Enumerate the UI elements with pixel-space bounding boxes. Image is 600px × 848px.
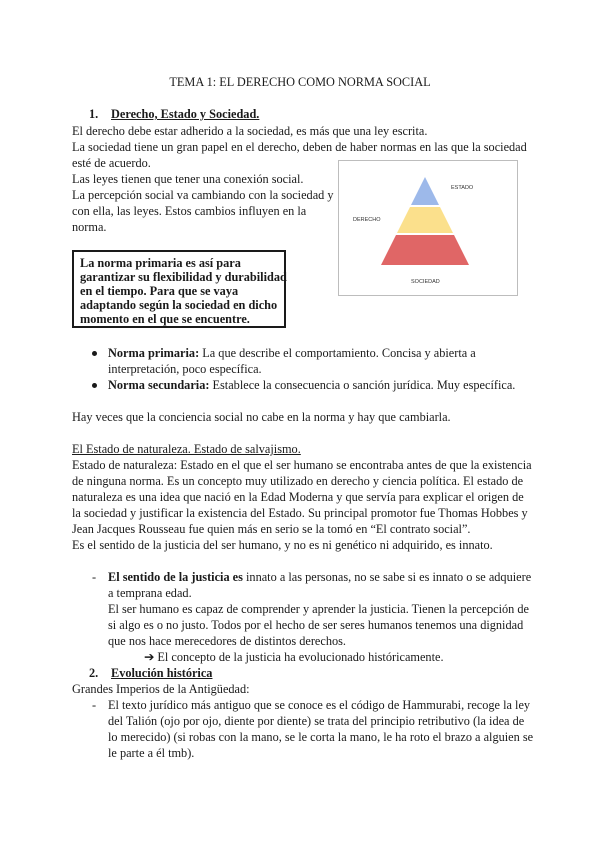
section-number: 2.: [89, 666, 99, 680]
pyramid-graphic: [339, 161, 517, 295]
arrow-text: El concepto de la justicia ha evolucionado históricamente.: [154, 650, 444, 664]
paragraph-line: Estado de naturaleza: Estado en el que el ser humano se encontraba antes de que la existencia: [72, 458, 532, 472]
paragraph-line: lo merecido) (si robas con la mano, se le corta la mano, le ha roto el brazo a alguien se: [108, 730, 534, 744]
pyramid-sociedad: [381, 235, 469, 265]
bullet-text: La que describe el comportamiento. Concisa y abierta a: [199, 346, 476, 360]
label-sociedad: SOCIEDAD: [411, 279, 440, 285]
bullet-dot: [92, 351, 97, 356]
label-estado: ESTADO: [451, 185, 474, 191]
paragraph-line: Jean Jacques Rousseau fue quien más en serio se la tomó en “El contrato social”.: [72, 522, 471, 536]
note-line: momento en el que se encuentre.: [80, 312, 250, 326]
paragraph-line: naturaleza es una idea que nació en la Edad Moderna y que servía para explicar el origen de: [72, 490, 524, 504]
dash-label: El sentido de la justicia es: [108, 570, 243, 584]
bullet-label: Norma primaria:: [108, 346, 200, 360]
pyramid-derecho: [397, 207, 453, 233]
paragraph-line: del Talión (ojo por ojo, diente por diente) se trata del principio retributivo (la idea de: [108, 714, 525, 728]
note-line: adaptando según la sociedad en dicho: [80, 298, 278, 312]
paragraph-line: si algo es o no justo. Todos por el hecho de ser seres humanos tenemos una dignidad: [108, 618, 524, 632]
bullet-text: Establece la consecuencia o sanción jurídica. Muy específica.: [209, 378, 516, 392]
paragraph-line: El texto jurídico más antiguo que se conoce es el código de Hammurabi, recoge la ley: [108, 698, 531, 712]
pyramid-figure: [338, 160, 518, 296]
paragraph-line: El ser humano es capaz de comprender y aprender la justicia. Tienen la percepción de: [108, 602, 529, 616]
dash-marker: -: [92, 698, 97, 712]
subsection-heading: El Estado de naturaleza. Estado de salvajismo.: [72, 442, 301, 456]
bullet-item: [108, 345, 476, 361]
paragraph-line: de ninguna norma. Es un concepto muy utilizado en derecho y ciencia política. El estado de: [72, 474, 524, 488]
paragraph-line: Las leyes tienen que tener una conexión social.: [72, 172, 304, 186]
note-line: en el tiempo. Para que se vaya: [80, 284, 239, 298]
paragraph-line: El derecho debe estar adherido a la sociedad, es más que una ley escrita.: [72, 124, 428, 138]
section-number: 1.: [89, 107, 99, 121]
dash-item: [108, 569, 531, 585]
note-line: La norma primaria es así para: [80, 256, 241, 270]
subsection-heading: Grandes Imperios de la Antigüedad:: [72, 682, 250, 696]
dash-text: innato a las personas, no se sabe si es innato o se adquiere: [242, 570, 532, 584]
bullet-label: Norma secundaria:: [108, 378, 210, 392]
paragraph-line: La sociedad tiene un gran papel en el derecho, deben de haber normas en las que la sociedad: [72, 140, 527, 154]
paragraph-line: la sociedad y justificar la existencia del Estado. Su principal promotor fue Thomas Hobbes y: [72, 506, 528, 520]
paragraph-line: que nos hace merecedores de distintos derechos.: [108, 634, 346, 648]
note-box: [72, 250, 286, 328]
label-derecho: DERECHO: [353, 217, 381, 223]
paragraph-line: esté de acuerdo.: [72, 156, 151, 170]
bullet-item: [108, 377, 515, 393]
paragraph-line: norma.: [72, 220, 107, 234]
pyramid-estado: [411, 177, 439, 205]
paragraph-line: Es el sentido de la justicia del ser humano, y no es ni genético ni adquirido, es innato.: [72, 538, 493, 552]
bullet-dot: [92, 383, 97, 388]
paragraph-line: Hay veces que la conciencia social no cabe en la norma y hay que cambiarla.: [72, 410, 451, 424]
section-heading: Derecho, Estado y Sociedad.: [111, 107, 260, 121]
paragraph-line: con ella, las leyes. Estos cambios influyen en la: [72, 204, 307, 218]
arrow-item: [144, 649, 444, 665]
section-heading: Evolución histórica: [111, 666, 213, 680]
paragraph-line: La percepción social va cambiando con la sociedad y: [72, 188, 334, 202]
paragraph-line: a temprana edad.: [108, 586, 192, 600]
bullet-text: interpretación, poco específica.: [108, 362, 262, 376]
paragraph-line: le parte a él tmb).: [108, 746, 195, 760]
note-line: garantizar su flexibilidad y durabilidad: [80, 270, 287, 284]
dash-marker: -: [92, 570, 97, 584]
arrow-icon: ➔: [144, 650, 155, 664]
page-title: TEMA 1: EL DERECHO COMO NORMA SOCIAL: [169, 75, 431, 89]
